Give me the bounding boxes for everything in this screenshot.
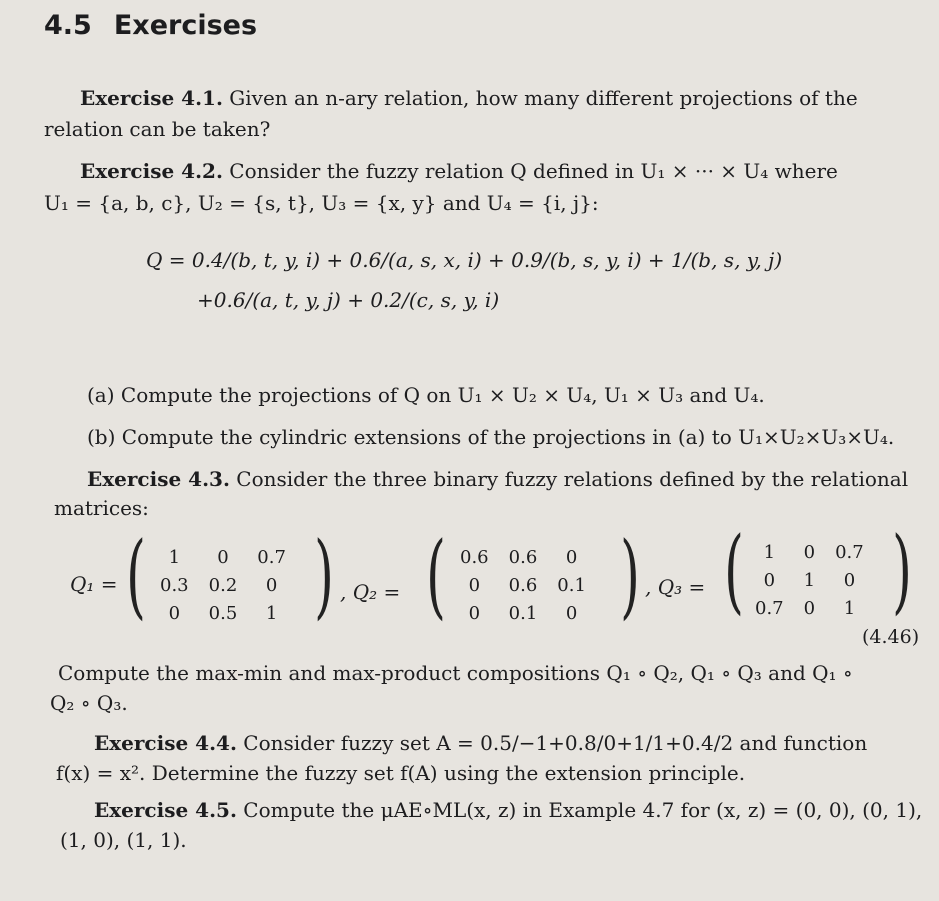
q1-cell: 0.2 <box>208 574 238 596</box>
exercise-4-2-line-2: U₁ = {a, b, c}, U₂ = {s, t}, U₃ = {x, y} and U₄ = {i, j}: <box>44 191 599 215</box>
matrix-q2-left-paren: ( <box>426 522 446 629</box>
exercise-4-3-line-2: matrices: <box>54 496 149 520</box>
equation-q-line-1: Q = 0.4/(b, t, y, i) + 0.6/(a, s, x, i) + 0.9/(b, s, y, i) + 1/(b, s, y, j) <box>146 248 783 272</box>
exercise-4-4-line-1 <box>94 730 867 756</box>
matrix-q1-left-paren: ( <box>126 522 146 629</box>
q3-cell: 1 <box>843 597 856 619</box>
equation-number: (4.46) <box>862 626 920 648</box>
exercise-4-2-label: Exercise 4.2. <box>80 159 223 183</box>
q3-cell: 0.7 <box>835 541 864 563</box>
exercise-4-2-part-b: (b) Compute the cylindric extensions of the projections in (a) to U₁×U₂×U₃×U₄. <box>87 425 895 449</box>
matrix-q1 <box>150 543 296 627</box>
q1-cell: 0 <box>265 574 278 596</box>
exercise-4-4-label: Exercise 4.4. <box>94 731 237 755</box>
q3-cell: 0 <box>803 541 816 563</box>
q2-cell: 0 <box>565 546 578 568</box>
equation-q-line-2: +0.6/(a, t, y, j) + 0.2/(c, s, y, i) <box>197 288 500 312</box>
q2-cell: 0.1 <box>557 574 586 596</box>
q3-cell: 0.7 <box>755 597 784 619</box>
q1-cell: 0.3 <box>160 574 189 596</box>
q2-cell: 0.1 <box>508 602 538 624</box>
q2-cell: 0 <box>468 602 481 624</box>
q3-cell: 0 <box>763 569 776 591</box>
matrix-q2-right-paren: ) <box>620 522 640 629</box>
q3-cell: 1 <box>763 541 776 563</box>
q3-cell: 1 <box>803 569 816 591</box>
section-heading <box>44 10 257 41</box>
section-number: 4.5 <box>44 10 92 41</box>
exercise-4-2-line-1 <box>80 158 838 184</box>
matrix-q1-right-paren: ) <box>314 522 334 629</box>
exercise-4-1-label: Exercise 4.1. <box>80 86 223 110</box>
q3-cell: 0 <box>843 569 856 591</box>
matrix-q3-label: , Q₃ = <box>645 575 706 599</box>
exercise-4-5-line-2: (1, 0), (1, 1). <box>60 828 187 852</box>
matrix-q2 <box>450 543 596 627</box>
exercise-4-5-label: Exercise 4.5. <box>94 798 237 822</box>
q2-cell: 0 <box>565 602 578 624</box>
exercise-4-3-label: Exercise 4.3. <box>87 467 230 491</box>
q2-cell: 0.6 <box>460 546 489 568</box>
q1-cell: 0 <box>168 602 181 624</box>
exercise-4-3-line-1 <box>87 466 908 492</box>
exercise-4-5-line-1 <box>94 797 922 823</box>
q1-cell: 1 <box>265 602 278 624</box>
q2-cell: 0 <box>468 574 481 596</box>
exercise-4-5-text-1: Compute the μAE∘ML(x, z) in Example 4.7 for (x, z) = (0, 0), (0, 1), <box>243 798 923 822</box>
exercise-4-1-line-2: relation can be taken? <box>44 117 271 141</box>
exercise-4-2-text-1: Consider the fuzzy relation Q defined in U₁ × ··· × U₄ where <box>229 159 838 183</box>
q2-cell: 0.6 <box>508 546 538 568</box>
exercise-4-1-line-1 <box>80 85 858 111</box>
matrix-q3-left-paren: ( <box>724 517 744 624</box>
q1-cell: 0.7 <box>257 546 286 568</box>
matrix-q1-label: Q₁ = <box>70 572 118 596</box>
q3-cell: 0 <box>803 597 816 619</box>
matrix-q3 <box>745 538 874 622</box>
exercise-4-3-line-3: Compute the max-min and max-product compositions Q₁ ∘ Q₂, Q₁ ∘ Q₃ and Q₁ ∘ <box>58 661 853 685</box>
q1-cell: 0.5 <box>208 602 238 624</box>
exercise-4-3-line-4: Q₂ ∘ Q₃. <box>50 691 128 715</box>
q1-cell: 0 <box>217 546 229 568</box>
exercise-4-1-text-1: Given an n-ary relation, how many different projections of the <box>229 86 858 110</box>
matrix-q3-right-paren: ) <box>892 517 912 624</box>
q1-cell: 1 <box>168 546 181 568</box>
q2-cell: 0.6 <box>508 574 538 596</box>
exercise-4-4-text-1: Consider fuzzy set A = 0.5/−1+0.8/0+1/1+0.4/2 and function <box>243 731 868 755</box>
exercise-4-3-text-1: Consider the three binary fuzzy relations defined by the relational <box>236 467 909 491</box>
exercise-4-4-line-2: f(x) = x². Determine the fuzzy set f(A) using the extension principle. <box>56 761 746 785</box>
exercise-4-2-part-a: (a) Compute the projections of Q on U₁ × U₂ × U₄, U₁ × U₃ and U₄. <box>87 383 765 407</box>
matrix-q2-label: , Q₂ = <box>340 580 401 604</box>
section-title: Exercises <box>113 10 258 41</box>
